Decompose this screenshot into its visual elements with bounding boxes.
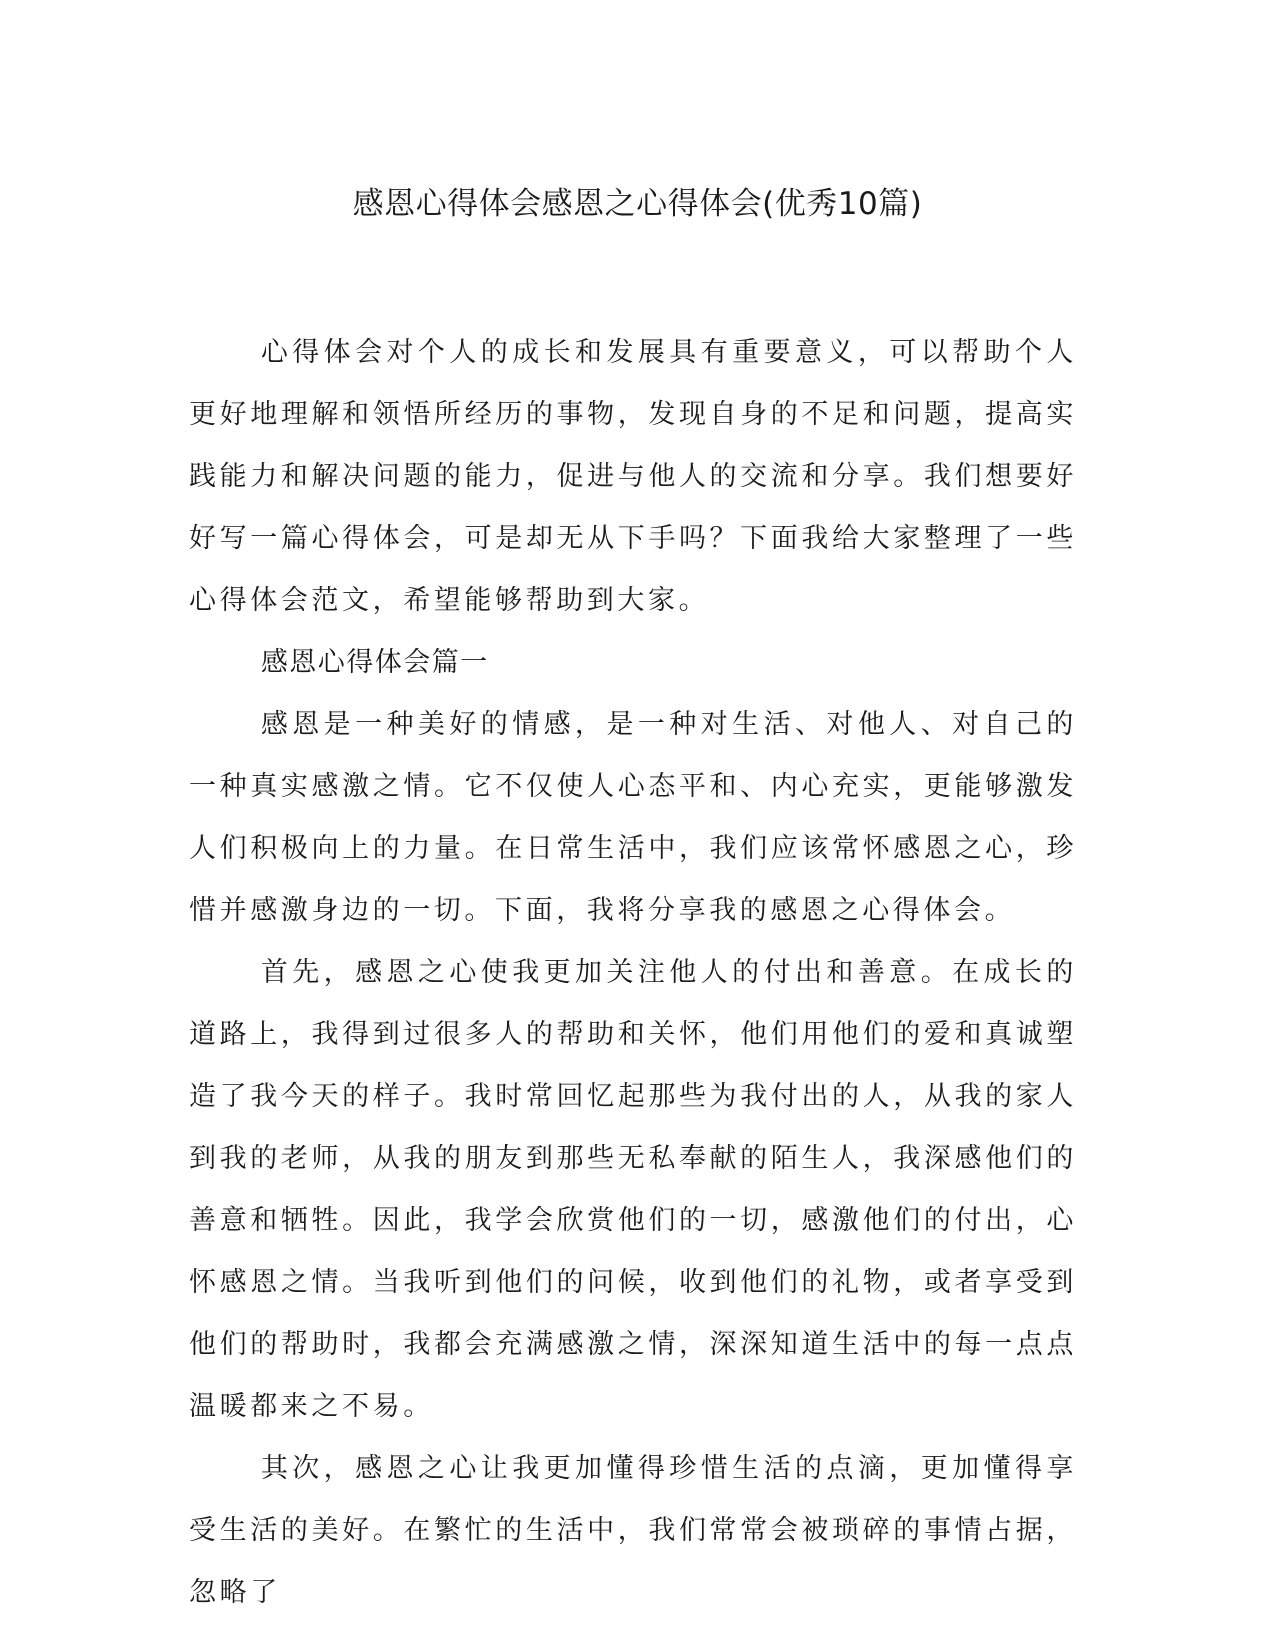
document-body [189, 322, 1077, 1624]
body-paragraph: 其次，感恩之心让我更加懂得珍惜生活的点滴，更加懂得享受生活的美好。在繁忙的生活中，我们常常会被琐碎的事情占据，忽略了 [189, 1453, 1077, 1608]
section-heading: 感恩心得体会篇一 [260, 647, 489, 678]
document-title: 感恩心得体会感恩之心得体会(优秀10篇) [352, 186, 923, 222]
body-paragraph: 感恩是一种美好的情感，是一种对生活、对他人、对自己的一种真实感激之情。它不仅使人心态平和、内心充实，更能够激发人们积极向上的力量。在日常生活中，我们应该常怀感恩之心，珍惜并感激身边的一切。下面，我将分享我的感恩之心得体会。 [189, 709, 1077, 926]
body-paragraph: 首先，感恩之心使我更加关注他人的付出和善意。在成长的道路上，我得到过很多人的帮助和关怀，他们用他们的爱和真诚塑造了我今天的样子。我时常回忆起那些为我付出的人，从我的家人到我的老师，从我的朋友到那些无私奉献的陌生人，我深感他们的善意和牺牲。因此，我学会欣赏他们的一切，感激他们的付出，心怀感恩之情。当我听到他们的问候，收到他们的礼物，或者享受到他们的帮助时，我都会充满感激之情，深深知道生活中的每一点点温暖都来之不易。 [189, 957, 1077, 1422]
intro-paragraph: 心得体会对个人的成长和发展具有重要意义，可以帮助个人更好地理解和领悟所经历的事物，发现自身的不足和问题，提高实践能力和解决问题的能力，促进与他人的交流和分享。我们想要好好写一篇心得体会，可是却无从下手吗？下面我给大家整理了一些心得体会范文，希望能够帮助到大家。 [189, 337, 1077, 616]
